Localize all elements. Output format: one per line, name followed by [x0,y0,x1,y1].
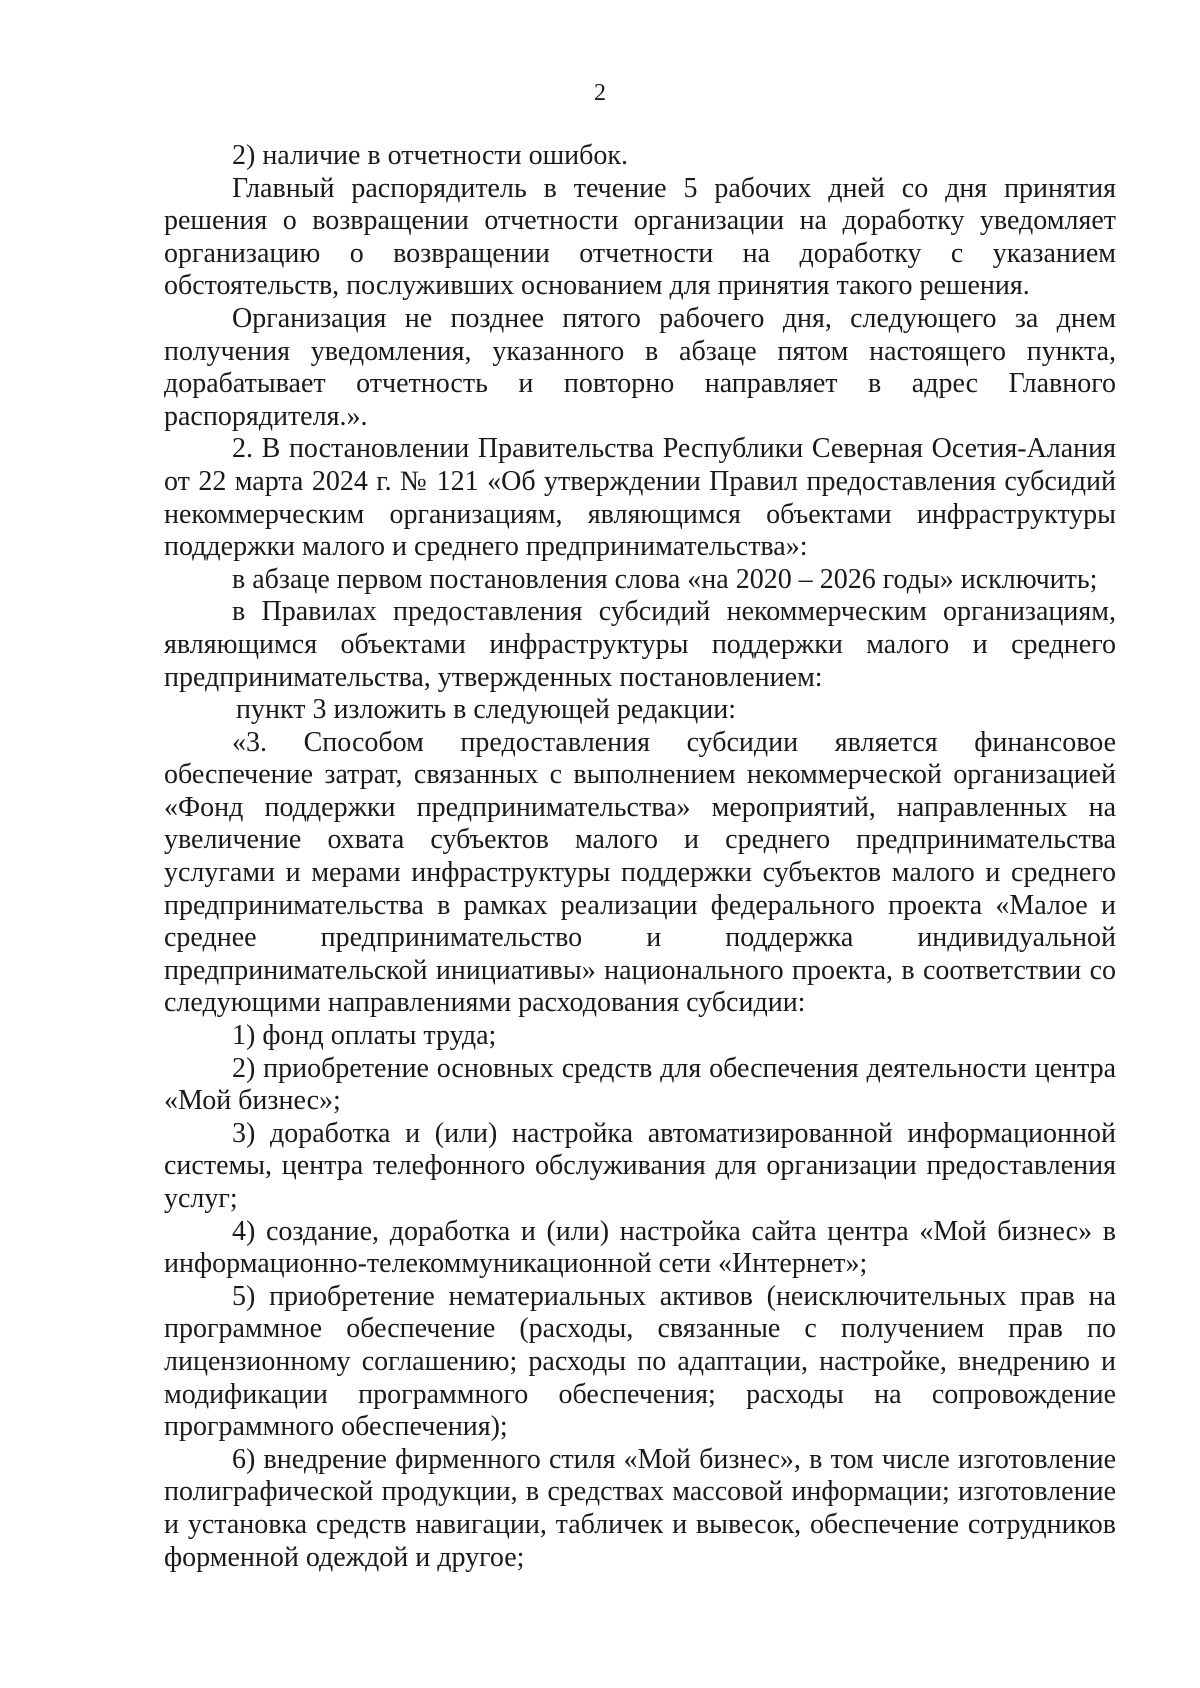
document-body [164,140,1116,1574]
list-item-6: 6) внедрение фирменного стиля «Мой бизнес», в том числе изготовление полиграфической продукции, в средствах массовой информации; изготовление и установка средств навигации, табличек и вывесок, обеспечение сотрудников форменной одеждой и другое; [164,1443,1116,1573]
paragraph-item-2-errors: 2) наличие в отчетности ошибок. [232,140,628,171]
paragraph-notification: Главный распорядитель в течение 5 рабочих дней со дня принятия решения о возвращении отчетности организации на доработку уведомляет организацию о возвращении отчетности на доработку с указанием обстоятельств, послуживших основанием для принятия такого решения. [164,172,1116,302]
paragraph-point-3: «3. Способом предоставления субсидии является финансовое обеспечение затрат, связанных с выполнением некоммерческой организацией «Фонд поддержки предпринимательства» мероприятий, направленных на увеличение охвата субъектов малого и среднего предпринимательства услугами и мерами инфраструктуры поддержки субъектов малого и среднего предпринимательства в рамках реализации федерального проекта «Малое и среднее предпринимательство и поддержка индивидуальной предпринимательской инициативы» национального проекта, в соответствии со следующими направлениями расходования субсидии: [164,726,1116,1019]
paragraph-rework: Организация не позднее пятого рабочего дня, следующего за днем получения уведомления, указанного в абзаце пятом настоящего пункта, дорабатывает отчетность и повторно направляет в адрес Главного распорядителя.». [164,302,1116,432]
list-item-3: 3) доработка и (или) настройка автоматизированной информационной системы, центра телефонного обслуживания для организации предоставления услуг; [164,1117,1116,1214]
list-item-4: 4) создание, доработка и (или) настройка сайта центра «Мой бизнес» в информационно-телекоммуникационной сети «Интернет»; [164,1215,1116,1280]
paragraph-rules: в Правилах предоставления субсидий некоммерческим организациям, являющимся объектами инфраструктуры поддержки малого и среднего предпринимательства, утвержденных постановлением: [164,596,1116,693]
paragraph-point-3-intro: пункт 3 изложить в следующей редакции: [236,694,736,726]
paragraph-first-abzac: в абзаце первом постановления слова «на 2020 – 2026 годы» исключить; [232,563,1098,595]
list-item-1: 1) фонд оплаты труда; [232,1020,497,1052]
page-number: 2 [594,80,606,106]
paragraph-amendment-2: 2. В постановлении Правительства Республики Северная Осетия-Алания от 22 марта 2024 г. № 121 «Об утверждении Правил предоставления субсидий некоммерческим организациям, являющимся объектами инфраструктуры поддержки малого и среднего предпринимательства»: [164,433,1116,563]
list-item-5: 5) приобретение нематериальных активов (неисключительных прав на программное обеспечение (расходы, связанные с получением прав по лицензионному соглашению; расходы по адаптации, настройке, внедрению и модификации программного обеспечения; расходы на сопровождение программного обеспечения); [164,1280,1116,1443]
list-item-2: 2) приобретение основных средств для обеспечения деятельности центра «Мой бизнес»; [164,1052,1116,1117]
